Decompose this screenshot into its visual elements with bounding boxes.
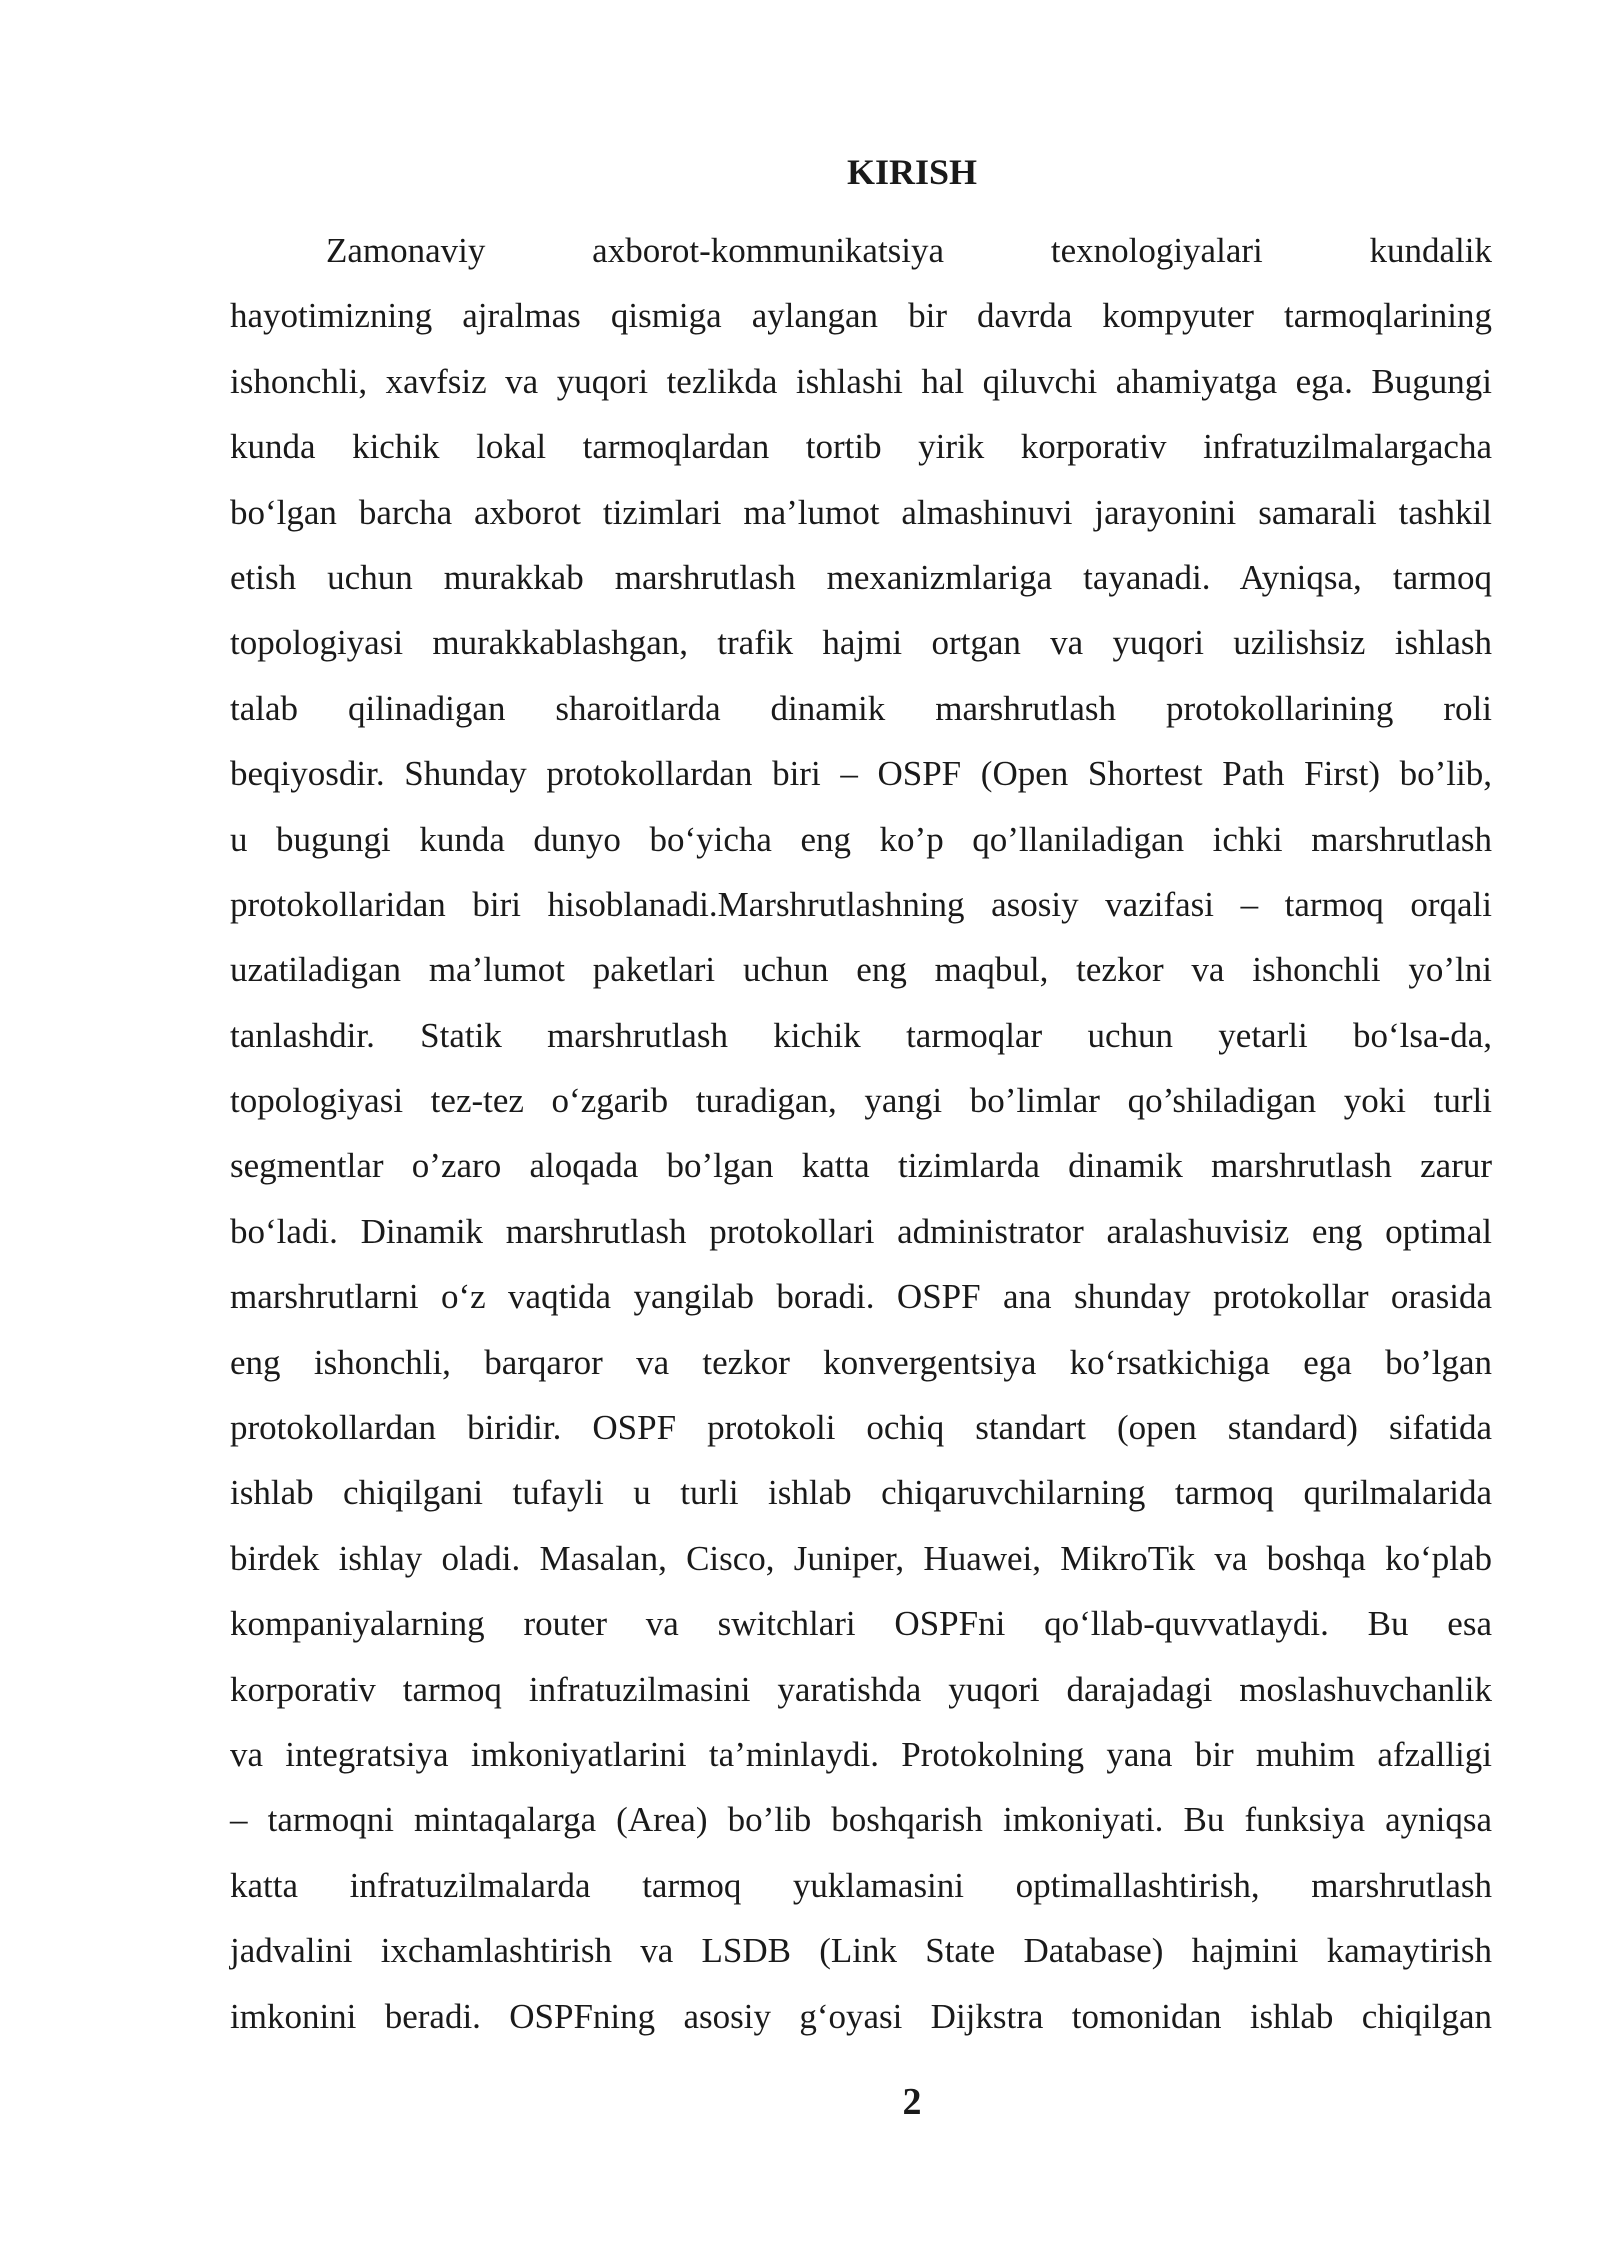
text-line: hayotimizning ajralmas qismiga aylangan bir davrda kompyuter tarmoqlarining — [230, 296, 1492, 336]
text-line: beqiyosdir. Shunday protokollardan biri – OSPF (Open Shortest Path First) bo’lib, — [230, 754, 1492, 794]
text-line: kompaniyalarning router va switchlari OSPFni qo‘llab-quvvatlaydi. Bu esa — [230, 1604, 1492, 1644]
text-line: etish uchun murakkab marshrutlash mexanizmlariga tayanadi. Ayniqsa, tarmoq — [230, 557, 1492, 597]
text-line: bo‘ladi. Dinamik marshrutlash protokollari administrator aralashuvisiz eng optimal — [230, 1211, 1492, 1251]
text-line: tanlashdir. Statik marshrutlash kichik tarmoqlar uchun yetarli bo‘lsa-da, — [230, 1015, 1492, 1055]
text-line: eng ishonchli, barqaror va tezkor konvergentsiya ko‘rsatkichiga ega bo’lgan — [230, 1342, 1492, 1382]
text-line: birdek ishlay oladi. Masalan, Cisco, Juniper, Huawei, MikroTik va boshqa ko‘plab — [230, 1538, 1492, 1578]
text-line: talab qilinadigan sharoitlarda dinamik marshrutlash protokollarining roli — [230, 688, 1492, 728]
text-line: protokollardan biridir. OSPF protokoli ochiq standart (open standard) sifatida — [230, 1408, 1492, 1448]
text-line: uzatiladigan ma’lumot paketlari uchun eng maqbul, tezkor va ishonchli yo’lni — [230, 950, 1492, 990]
text-line: topologiyasi murakkablashgan, trafik hajmi ortgan va yuqori uzilishsiz ishlash — [230, 623, 1492, 663]
text-line: segmentlar o’zaro aloqada bo’lgan katta tizimlarda dinamik marshrutlash zarur — [230, 1146, 1492, 1186]
text-line: kunda kichik lokal tarmoqlardan tortib yirik korporativ infratuzilmalargacha — [230, 427, 1492, 467]
page-number: 2 — [902, 2081, 922, 2123]
text-line: jadvalini ixchamlashtirish va LSDB (Link State Database) hajmini kamaytirish — [230, 1931, 1492, 1971]
text-line: topologiyasi tez-tez o‘zgarib turadigan, yangi bo’limlar qo’shiladigan yoki turli — [230, 1081, 1492, 1121]
text-line: korporativ tarmoq infratuzilmasini yaratishda yuqori darajadagi moslashuvchanlik — [230, 1669, 1492, 1709]
page-title: KIRISH — [846, 152, 978, 192]
text-line: marshrutlarni o‘z vaqtida yangilab boradi. OSPF ana shunday protokollar orasida — [230, 1277, 1492, 1317]
text-line: u bugungi kunda dunyo bo‘yicha eng ko’p qo’llaniladigan ichki marshrutlash — [230, 819, 1492, 859]
text-line: va integratsiya imkoniyatlarini ta’minlaydi. Protokolning yana bir muhim afzalligi — [230, 1734, 1492, 1774]
text-line: katta infratuzilmalarda tarmoq yuklamasini optimallashtirish, marshrutlash — [230, 1865, 1492, 1905]
body-paragraph — [230, 218, 1492, 2049]
text-line: bo‘lgan barcha axborot tizimlari ma’lumot almashinuvi jarayonini samarali tashkil — [230, 492, 1492, 532]
text-line: ishonchli, xavfsiz va yuqori tezlikda ishlashi hal qiluvchi ahamiyatga ega. Bugungi — [230, 361, 1492, 401]
text-line: – tarmoqni mintaqalarga (Area) bo’lib boshqarish imkoniyati. Bu funksiya ayniqsa — [230, 1800, 1492, 1840]
text-line: ishlab chiqilgani tufayli u turli ishlab chiqaruvchilarning tarmoq qurilmalarida — [230, 1473, 1492, 1513]
text-line: imkonini beradi. OSPFning asosiy g‘oyasi Dijkstra tomonidan ishlab chiqilgan — [230, 1996, 1492, 2036]
text-line: protokollaridan biri hisoblanadi.Marshrutlashning asosiy vazifasi – tarmoq orqali — [230, 884, 1492, 924]
text-line: Zamonaviy axborot-kommunikatsiya texnologiyalari kundalik — [326, 231, 1492, 270]
